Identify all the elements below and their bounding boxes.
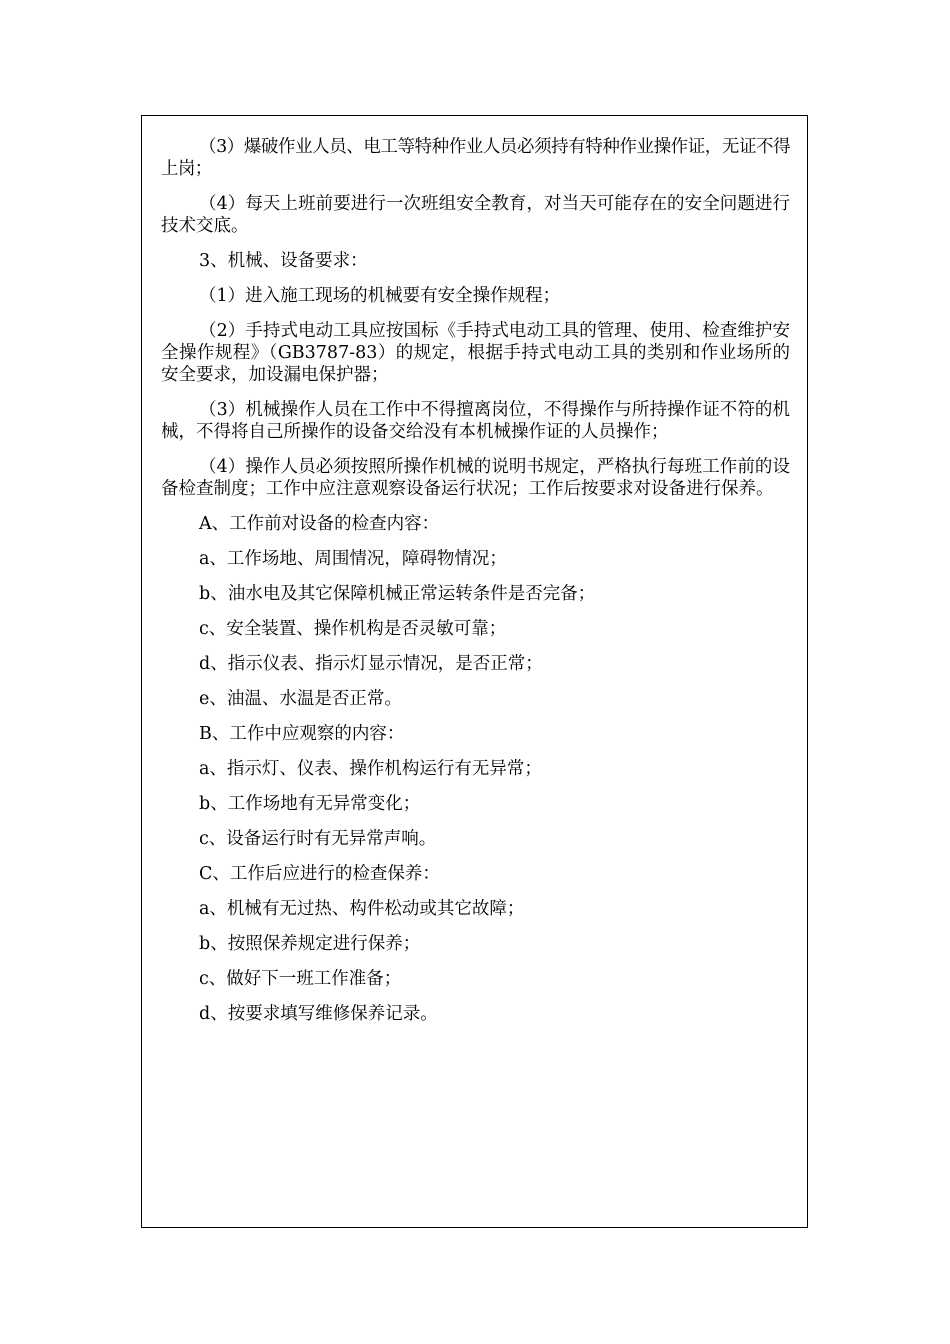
list-item: a、机械有无过热、构件松动或其它故障； (199, 899, 525, 919)
section-heading-machinery: 3、机械、设备要求： (199, 251, 368, 271)
subheading-during-work: B、工作中应观察的内容： (199, 724, 405, 744)
list-item: a、工作场地、周围情况，障碍物情况； (199, 549, 507, 569)
subheading-post-work: C、工作后应进行的检查保养： (199, 864, 440, 884)
list-item: d、按要求填写维修保养记录。 (199, 1004, 438, 1024)
paragraph-handheld-tools: （2）手持式电动工具应按国标《手持式电动工具的管理、使用、检查维护安全操作规程》（GB3787-83）的规定，根据手持式电动工具的类别和作业场所的安全要求，加设漏电保护器； (161, 321, 790, 385)
list-item: b、油水电及其它保障机械正常运转条件是否完备； (199, 584, 596, 604)
list-item: a、指示灯、仪表、操作机构运行有无异常； (199, 759, 542, 779)
list-item: c、做好下一班工作准备； (199, 969, 402, 989)
list-item: c、设备运行时有无异常声响。 (199, 829, 437, 849)
subheading-pre-work-check: A、工作前对设备的检查内容： (199, 514, 440, 534)
list-item: d、指示仪表、指示灯显示情况，是否正常； (199, 654, 543, 674)
document-body (161, 136, 790, 1038)
list-item: b、按照保养规定进行保养； (199, 934, 421, 954)
paragraph-special-operators: （3）爆破作业人员、电工等特种作业人员必须持有特种作业操作证，无证不得上岗； (161, 137, 790, 179)
paragraph-daily-safety-education: （4）每天上班前要进行一次班组安全教育，对当天可能存在的安全问题进行技术交底。 (161, 194, 790, 236)
list-item: c、安全装置、操作机构是否灵敏可靠； (199, 619, 507, 639)
paragraph-operating-rules: （1）进入施工现场的机械要有安全操作规程； (199, 286, 561, 306)
paragraph-operator-duty: （3）机械操作人员在工作中不得擅离岗位，不得操作与所持操作证不符的机械，不得将自己所操作的设备交给没有本机械操作证的人员操作； (161, 400, 790, 442)
document-frame (141, 115, 808, 1228)
paragraph-inspection-system: （4）操作人员必须按照所操作机械的说明书规定，严格执行每班工作前的设备检查制度；工作中应注意观察设备运行状况；工作后按要求对设备进行保养。 (161, 457, 790, 499)
list-item: b、工作场地有无异常变化； (199, 794, 421, 814)
list-item: e、油温、水温是否正常。 (199, 689, 402, 709)
